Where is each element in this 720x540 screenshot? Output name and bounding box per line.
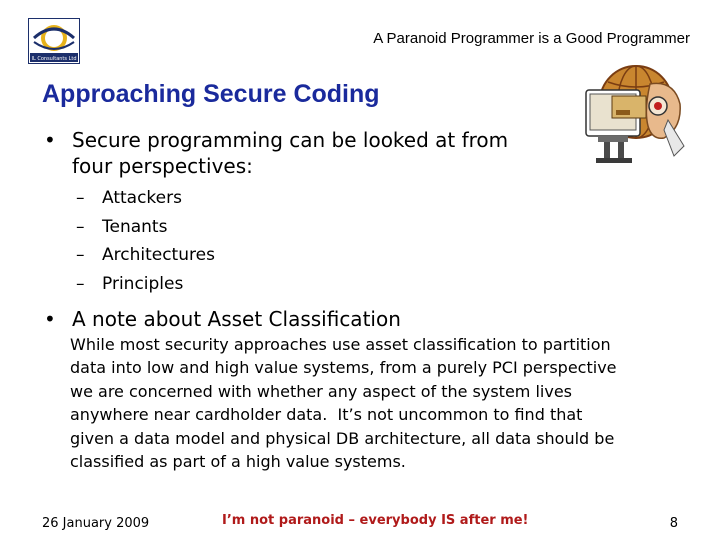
slide-title: Approaching Secure Coding	[42, 80, 380, 108]
page-number: 8	[669, 516, 678, 531]
sub-item-label: Tenants	[102, 217, 168, 237]
footer-motto: I’m not paranoid – everybody IS after me!	[222, 513, 529, 528]
security-clipart-illustration	[578, 60, 688, 166]
bullet-text-line2: four perspectives:	[72, 154, 253, 178]
company-logo	[28, 18, 80, 64]
header-tagline: A Paranoid Programmer is a Good Programmer	[373, 30, 690, 47]
paragraph-line: anywhere near cardholder data. It’s not uncommon to find that	[70, 405, 583, 425]
dash-marker: –	[76, 217, 85, 237]
logo-text: IL Consultants Ltd	[31, 56, 77, 62]
asset-classification-paragraph	[70, 333, 682, 473]
paragraph-line: data into low and high value systems, from a purely PCI perspective	[70, 358, 617, 378]
footer-date: 26 January 2009	[42, 516, 150, 531]
bullet-marker: •	[44, 307, 56, 331]
bullet-text: A note about Asset Classification	[72, 307, 401, 331]
bullet-marker: •	[44, 128, 56, 152]
paragraph-line: given a data model and physical DB architecture, all data should be	[70, 428, 615, 448]
paragraph-line: classified as part of a high value systems.	[70, 452, 406, 472]
dash-marker: –	[76, 274, 85, 294]
bullet-text-line1: Secure programming can be looked at from	[72, 128, 509, 152]
dash-marker: –	[76, 245, 85, 265]
sub-item-label: Principles	[102, 274, 184, 294]
paragraph-line: While most security approaches use asset classification to partition	[70, 335, 611, 354]
paragraph-line: we are concerned with whether any aspect of the system lives	[70, 381, 573, 401]
sub-item-label: Attackers	[102, 188, 182, 208]
dash-marker: –	[76, 188, 85, 208]
sub-item-label: Architectures	[102, 245, 215, 265]
